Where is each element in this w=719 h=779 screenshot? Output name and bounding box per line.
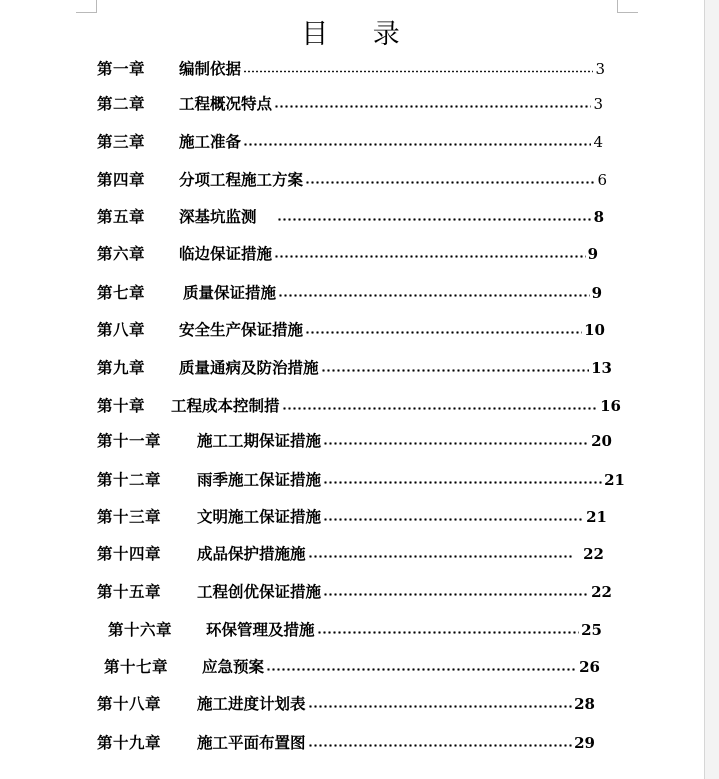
toc-entry xyxy=(97,429,612,453)
toc-entry xyxy=(97,57,605,81)
toc-chapter-title: 环保管理及措施 xyxy=(206,620,315,639)
toc-chapter-number: 第十章 xyxy=(97,396,146,415)
toc-entry xyxy=(97,356,612,380)
toc-chapter-number: 第二章 xyxy=(97,94,146,113)
toc-chapter-number: 第十八章 xyxy=(97,694,162,713)
toc-dot-leader xyxy=(274,255,586,258)
toc-chapter-title: 编制依据 xyxy=(179,59,242,78)
toc-entry xyxy=(97,130,603,154)
toc-dot-leader xyxy=(323,593,589,596)
toc-chapter-number: 第十九章 xyxy=(97,733,162,752)
toc-dot-leader xyxy=(274,105,591,108)
toc-entry xyxy=(97,731,595,755)
toc-chapter-title: 质量保证措施 xyxy=(183,283,277,302)
toc-entry xyxy=(97,394,621,418)
toc-chapter-number: 第十六章 xyxy=(108,620,173,639)
toc-chapter-title: 施工进度计划表 xyxy=(197,694,306,713)
toc-entry xyxy=(97,168,607,192)
toc-chapter-number: 第十七章 xyxy=(104,657,169,676)
toc-chapter-number: 第六章 xyxy=(97,244,146,263)
toc-chapter-number: 第四章 xyxy=(97,170,146,189)
toc-page-number: 25 xyxy=(581,621,602,639)
toc-dot-leader xyxy=(323,481,602,484)
toc-page-number: 16 xyxy=(600,397,621,415)
toc-dot-leader xyxy=(323,442,589,445)
toc-dot-leader xyxy=(243,70,593,73)
toc-chapter-title: 文明施工保证措施 xyxy=(197,507,322,526)
toc-chapter-title: 雨季施工保证措施 xyxy=(197,470,322,489)
toc-title: 目 录 xyxy=(301,19,418,50)
page-edge xyxy=(704,0,719,779)
toc-entry xyxy=(97,542,604,566)
toc-page-number: 13 xyxy=(591,359,612,377)
toc-page-number: 26 xyxy=(579,658,600,676)
toc-entry xyxy=(97,580,612,604)
toc-page-number: 3 xyxy=(595,60,605,78)
toc-entry xyxy=(104,655,600,679)
toc-chapter-number: 第十五章 xyxy=(97,582,162,601)
toc-page-number: 8 xyxy=(593,208,604,226)
toc-page-number: 3 xyxy=(593,95,603,113)
toc-chapter-title: 质量通病及防治措施 xyxy=(179,358,319,377)
toc-chapter-number: 第七章 xyxy=(97,283,146,302)
toc-entry xyxy=(108,618,602,642)
toc-entry xyxy=(97,281,602,305)
toc-chapter-number: 第十一章 xyxy=(97,431,162,450)
toc-page-number: 20 xyxy=(591,432,612,450)
toc-page-number: 29 xyxy=(574,734,595,752)
toc-dot-leader xyxy=(277,218,592,221)
toc-dot-leader xyxy=(305,331,582,334)
toc-chapter-number: 第九章 xyxy=(97,358,146,377)
toc-page-number: 21 xyxy=(586,508,607,526)
toc-chapter-title: 深基坑监测 xyxy=(179,207,257,226)
toc-page-number: 28 xyxy=(574,695,595,713)
toc-chapter-number: 第三章 xyxy=(97,132,146,151)
toc-chapter-title: 临边保证措施 xyxy=(179,244,273,263)
toc-dot-leader xyxy=(321,369,590,372)
toc-page-number: 9 xyxy=(587,245,598,263)
toc-dot-leader xyxy=(243,143,591,146)
toc-chapter-title: 工程成本控制措 xyxy=(171,396,280,415)
toc-dot-leader xyxy=(308,555,574,558)
toc-entry xyxy=(97,205,604,229)
toc-chapter-title: 成品保护措施施 xyxy=(197,544,306,563)
toc-page-number: 10 xyxy=(584,321,605,339)
toc-dot-leader xyxy=(305,181,595,184)
toc-page-number: 22 xyxy=(591,583,612,601)
toc-chapter-number: 第十四章 xyxy=(97,544,162,563)
toc-chapter-title: 安全生产保证措施 xyxy=(179,320,304,339)
toc-dot-leader xyxy=(308,705,573,708)
toc-entry xyxy=(97,318,605,342)
toc-dot-leader xyxy=(282,407,599,410)
toc-dot-leader xyxy=(278,294,590,297)
toc-chapter-title: 工程创优保证措施 xyxy=(197,582,322,601)
toc-entry xyxy=(97,692,595,716)
toc-dot-leader xyxy=(308,744,573,747)
toc-page-number: 6 xyxy=(597,171,607,189)
toc-page-number: 4 xyxy=(593,133,603,151)
toc-chapter-title: 施工平面布置图 xyxy=(197,733,306,752)
toc-page-number: 22 xyxy=(583,545,604,563)
toc-chapter-number: 第十二章 xyxy=(97,470,162,489)
toc-chapter-number: 第一章 xyxy=(97,59,146,78)
toc-chapter-title: 分项工程施工方案 xyxy=(179,170,304,189)
toc-dot-leader xyxy=(323,518,584,521)
toc-chapter-title: 工程概况特点 xyxy=(179,94,273,113)
toc-entry xyxy=(97,505,607,529)
toc-chapter-number: 第五章 xyxy=(97,207,146,226)
toc-dot-leader xyxy=(266,668,577,671)
toc-chapter-number: 第八章 xyxy=(97,320,146,339)
toc-chapter-title: 施工准备 xyxy=(179,132,242,151)
toc-entry xyxy=(97,92,603,116)
toc-entry xyxy=(97,242,598,266)
toc-page-number: 21 xyxy=(604,471,625,489)
toc-chapter-number: 第十三章 xyxy=(97,507,162,526)
toc-chapter-title: 施工工期保证措施 xyxy=(197,431,322,450)
toc-dot-leader xyxy=(317,631,580,634)
toc-entry xyxy=(97,468,625,492)
toc-chapter-title: 应急预案 xyxy=(202,657,265,676)
toc-page-number: 9 xyxy=(591,284,602,302)
